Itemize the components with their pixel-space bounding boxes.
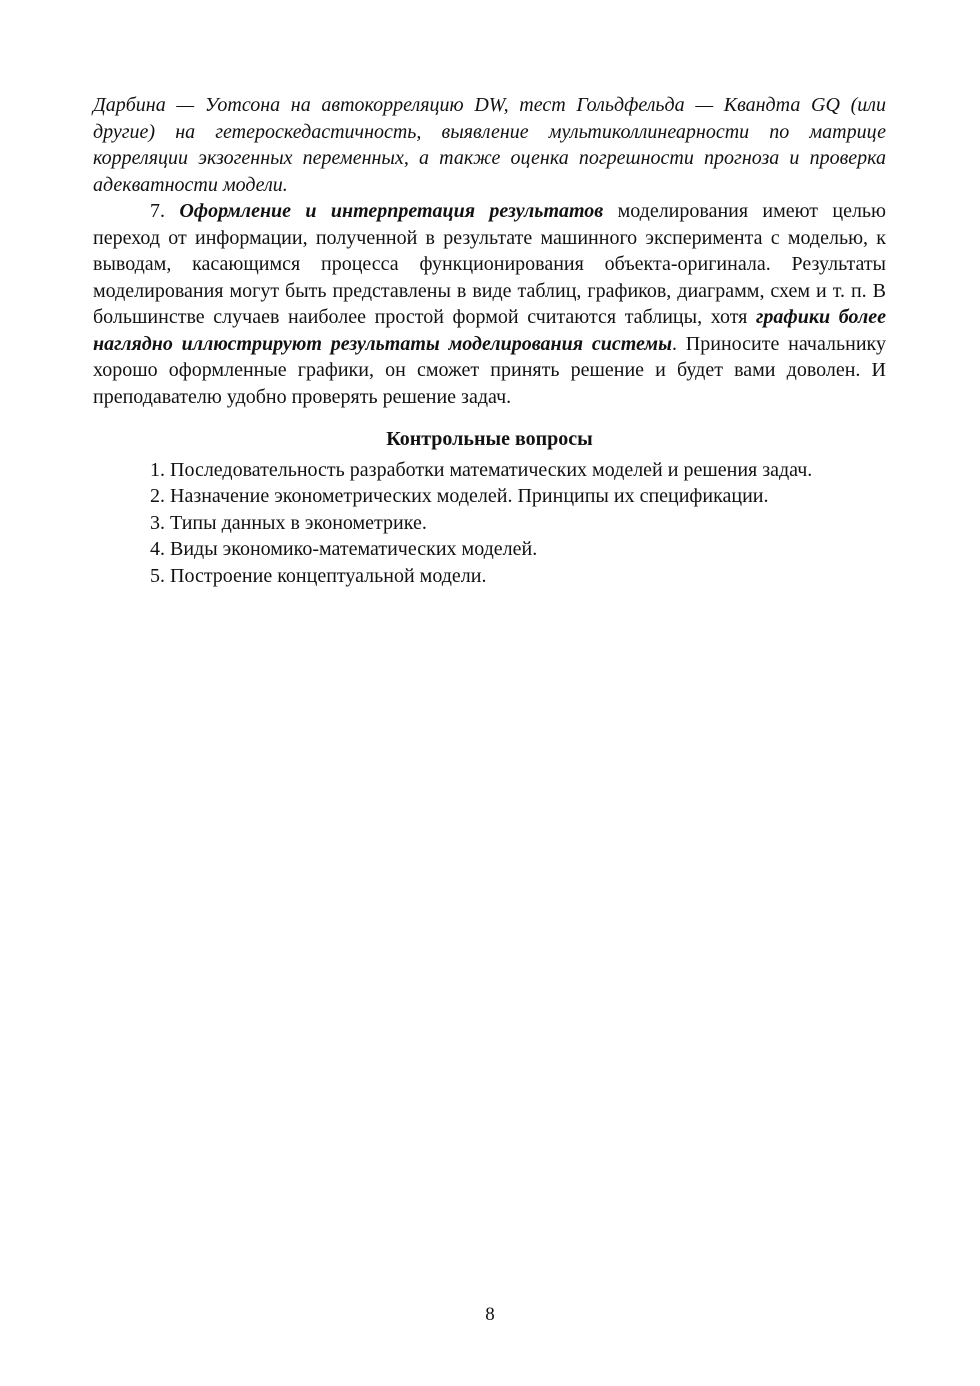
section-heading: Контрольные вопросы xyxy=(386,428,593,450)
question-item: 1. Последовательность разработки математических моделей и решения задач. xyxy=(150,458,813,481)
question-item: 5. Построение концептуальной модели. xyxy=(150,564,487,587)
paragraph-7-emphasis: графики более наглядно иллюстрируют результаты моделирования системы xyxy=(93,306,887,355)
page-body xyxy=(93,92,886,589)
question-item: 2. Назначение эконометрических моделей. Принципы их спецификации. xyxy=(150,485,769,507)
paragraph-7-title: Оформление и интерпретация результатов xyxy=(179,200,604,222)
paragraph-7-text-a: моделирования имеют целью переход от информации, полученной в результате машинного эксперимента с моделью, к выводам, касающимся процесса функционирования объекта-оригинала. Результаты моделирования могут быть представлены в виде таблиц, графиков, диаграмм, схем и т. п. В большинстве случаев наиболее простой формой считаются таблицы, хотя xyxy=(93,200,886,328)
paragraph-7 xyxy=(93,198,886,410)
question-item: 3. Типы данных в эконометрике. xyxy=(150,511,427,534)
question-item: 4. Виды экономико-математических моделей. xyxy=(150,538,538,560)
page-number: 8 xyxy=(485,1304,495,1325)
paragraph-intro: Дарбина — Уотсона на автокорреляцию DW, тест Гольдфельда — Квандта GQ (или другие) на гетероскедастичность, выявление мультиколлинеарности по матрице корреляции экзогенных переменных, а также оценка погрешности прогноза и проверка адекватности модели. xyxy=(93,94,886,196)
paragraph-7-text-b: . Приносите начальнику хорошо оформленные графики, он сможет принять решение и будет вами доволен. И преподавателю удобно проверять решение задач. xyxy=(93,332,886,408)
paragraph-7-number: 7. xyxy=(150,200,180,222)
